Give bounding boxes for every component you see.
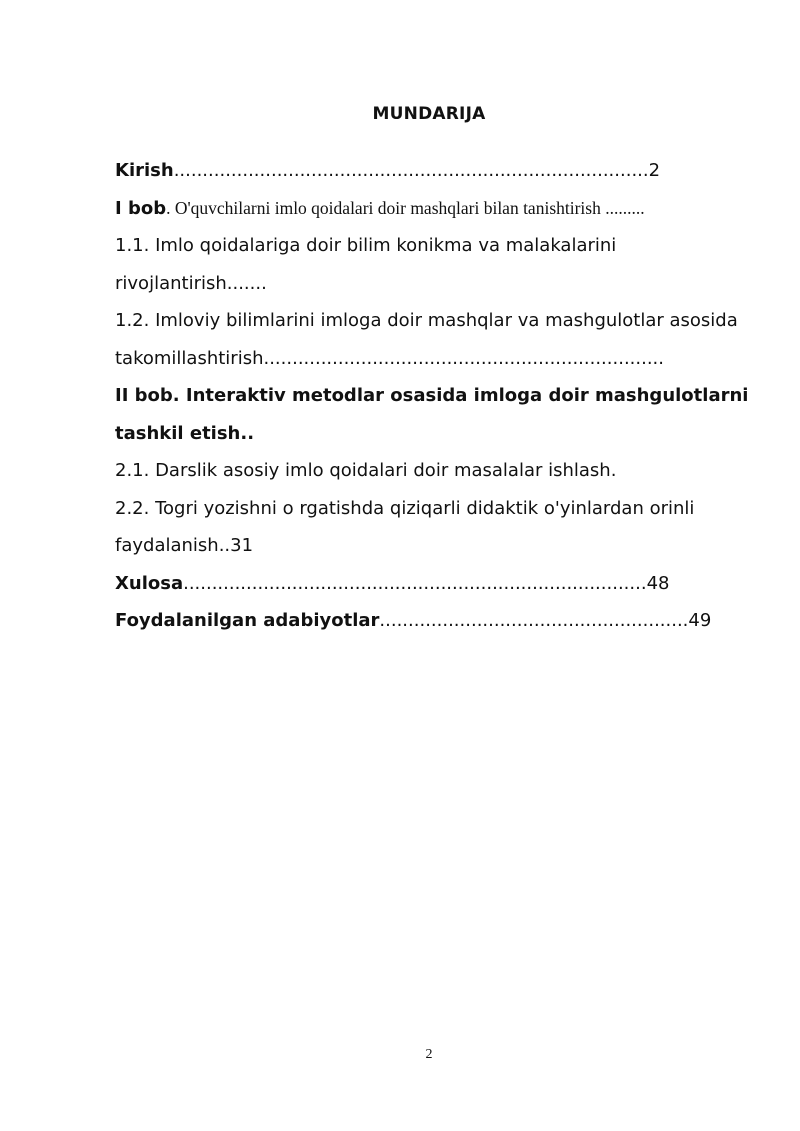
- toc-leader: .................................................................................: [183, 572, 647, 594]
- page-title: MUNDARIJA: [372, 104, 486, 124]
- toc-chapter-title: . O'quvchilarni imlo qoidalari doir mashqlari bilan tanishtirish .........: [166, 197, 645, 218]
- toc-leader: ...................................................................................: [173, 160, 649, 181]
- toc-page-number: 2: [648, 160, 661, 181]
- toc-entry-foydalanilgan-adabiyotlar: [115, 602, 735, 640]
- toc-leader: ......................................................: [379, 610, 689, 631]
- toc-entry-1-2: 1.2. Imloviy bilimlarini imloga doir mashqlar va mashgulotlar asosida: [115, 310, 738, 331]
- page-number: 2: [425, 1047, 433, 1062]
- toc-label: I bob: [115, 197, 167, 219]
- toc-label: Kirish: [115, 160, 174, 181]
- toc-entry-chapter-2: II bob. Interaktiv metodlar osasida imloga doir mashgulotlarni: [115, 385, 749, 406]
- toc-entry-kirish: [115, 152, 735, 190]
- toc-entry-2-1: 2.1. Darslik asosiy imlo qoidalari doir masalalar ishlash.: [115, 460, 617, 481]
- toc-entry-1-1: 1.1. Imlo qoidalariga doir bilim konikma va malakalarini: [115, 235, 617, 256]
- toc-entry-chapter-2-continued: tashkil etish..: [115, 422, 255, 444]
- toc-entry-1-1-continued: rivojlantirish.......: [115, 272, 267, 294]
- toc-entry-2-2-continued: faydalanish..31: [115, 535, 254, 556]
- toc-page-number: 48: [646, 572, 670, 594]
- toc-page-number: 49: [688, 610, 712, 631]
- table-of-contents: [115, 152, 749, 640]
- toc-entry-2-2: 2.2. Togri yozishni o rgatishda qiziqarli didaktik o'yinlardan orinli: [115, 497, 695, 519]
- toc-entry-xulosa: [115, 565, 735, 603]
- toc-entry-chapter-1: [115, 190, 735, 228]
- toc-label: Xulosa: [115, 572, 184, 594]
- toc-label: Foydalanilgan adabiyotlar: [115, 610, 380, 631]
- toc-entry-1-2-continued: takomillashtirish......................................................................: [115, 347, 664, 369]
